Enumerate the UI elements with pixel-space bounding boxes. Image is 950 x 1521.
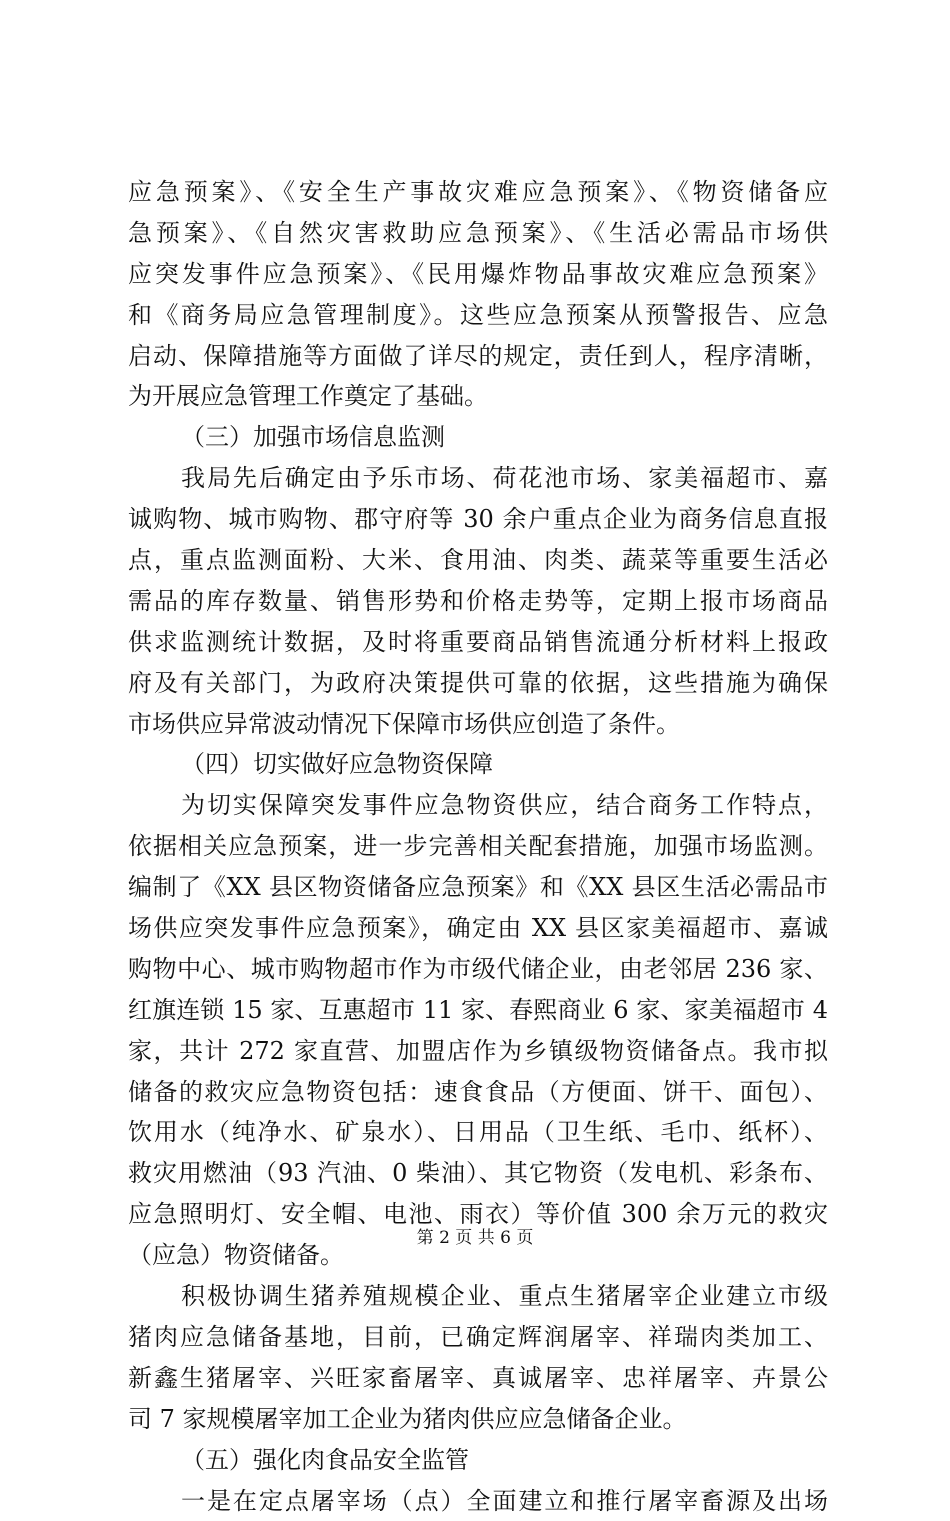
text-line: 红旗连锁 15 家、互惠超市 11 家、春熙商业 6 家、家美福超市 4	[128, 990, 828, 1031]
text-line: 储备的救灾应急物资包括：速食食品（方便面、饼干、面包）、	[128, 1072, 828, 1113]
page-footer: 第 2 页 共 6 页	[0, 1226, 950, 1250]
document-body	[128, 172, 828, 1521]
text-line: 为开展应急管理工作奠定了基础。	[128, 376, 828, 417]
text-line: 新鑫生猪屠宰、兴旺家畜屠宰、真诚屠宰、忠祥屠宰、卉景公	[128, 1358, 828, 1399]
text-line: 场供应突发事件应急预案》，确定由 XX 县区家美福超市、嘉诚	[128, 908, 828, 949]
text-line: 家，共计 272 家直营、加盟店作为乡镇级物资储备点。我市拟	[128, 1031, 828, 1072]
text-line: 我局先后确定由予乐市场、荷花池市场、家美福超市、嘉	[128, 458, 828, 499]
text-line: 急预案》、《自然灾害救助应急预案》、《生活必需品市场供	[128, 213, 828, 254]
text-line: 购物中心、城市购物超市作为市级代储企业，由老邻居 236 家、	[128, 949, 828, 990]
text-line: 诚购物、城市购物、郡守府等 30 余户重点企业为商务信息直报	[128, 499, 828, 540]
text-line: 为切实保障突发事件应急物资供应，结合商务工作特点，	[128, 785, 828, 826]
text-line: 启动、保障措施等方面做了详尽的规定，责任到人，程序清晰，	[128, 336, 828, 377]
text-line: 编制了《XX 县区物资储备应急预案》和《XX 县区生活必需品市	[128, 867, 828, 908]
text-line: 市场供应异常波动情况下保障市场供应创造了条件。	[128, 704, 828, 745]
text-line: 积极协调生猪养殖规模企业、重点生猪屠宰企业建立市级	[128, 1276, 828, 1317]
text-line: 猪肉应急储备基地，目前，已确定辉润屠宰、祥瑞肉类加工、	[128, 1317, 828, 1358]
text-line: （应急）物资储备。	[128, 1235, 828, 1276]
text-line: 供求监测统计数据，及时将重要商品销售流通分析材料上报政	[128, 622, 828, 663]
text-line: 饮用水（纯净水、矿泉水）、日用品（卫生纸、毛巾、纸杯）、	[128, 1112, 828, 1153]
text-line: 依据相关应急预案，进一步完善相关配套措施，加强市场监测。	[128, 826, 828, 867]
text-line: 救灾用燃油（93 汽油、0 柴油）、其它物资（发电机、彩条布、	[128, 1153, 828, 1194]
text-line: 司 7 家规模屠宰加工企业为猪肉供应应急储备企业。	[128, 1399, 828, 1440]
text-line: 和《商务局应急管理制度》。这些应急预案从预警报告、应急	[128, 295, 828, 336]
text-line: 应急预案》、《安全生产事故灾难应急预案》、《物资储备应	[128, 172, 828, 213]
section-heading: （三）加强市场信息监测	[128, 417, 828, 458]
text-line: 需品的库存数量、销售形势和价格走势等，定期上报市场商品	[128, 581, 828, 622]
text-line: 点，重点监测面粉、大米、食用油、肉类、蔬菜等重要生活必	[128, 540, 828, 581]
section-heading: （四）切实做好应急物资保障	[128, 744, 828, 785]
section-heading: （五）强化肉食品安全监管	[128, 1440, 828, 1481]
text-line: 应突发事件应急预案》、《民用爆炸物品事故灾难应急预案》	[128, 254, 828, 295]
text-line: 一是在定点屠宰场（点）全面建立和推行屠宰畜源及出场	[128, 1481, 828, 1521]
text-line: 应急照明灯、安全帽、电池、雨衣）等价值 300 余万元的救灾	[128, 1194, 828, 1235]
text-line: 府及有关部门，为政府决策提供可靠的依据，这些措施为确保	[128, 663, 828, 704]
